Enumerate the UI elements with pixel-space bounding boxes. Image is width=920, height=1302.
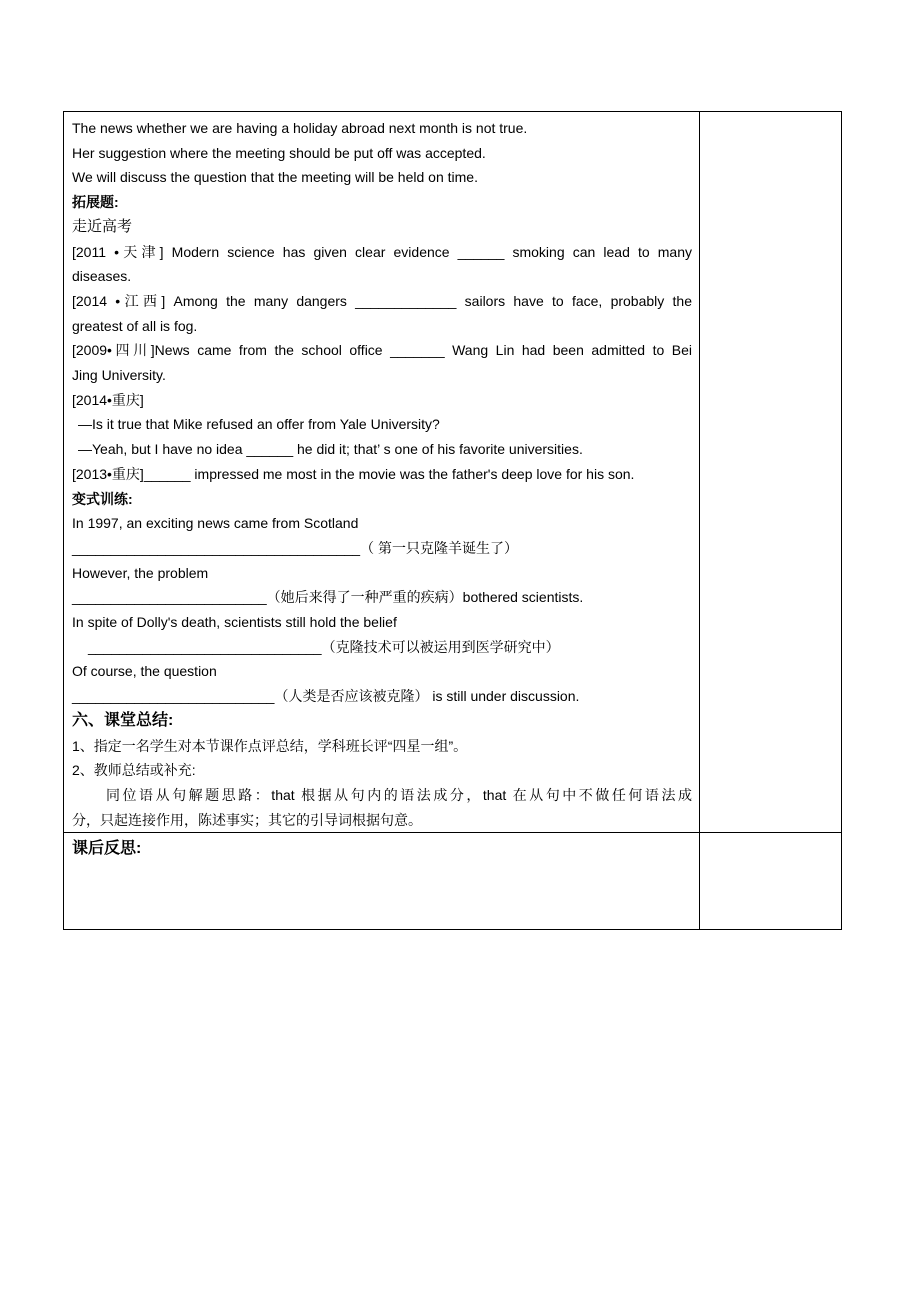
question-4-dialog-2: —Yeah, but I have no idea ______ he did it; that’ s one of his favorite universities. bbox=[78, 441, 583, 458]
variation-2-blank: _________________________（她后来得了一种严重的疾病）bothered scientists. bbox=[72, 589, 584, 606]
summary-item-2: 2、教师总结或补充: bbox=[72, 762, 196, 779]
variation-2-prompt: However, the problem bbox=[72, 564, 209, 581]
question-1-line-2: diseases. bbox=[72, 268, 132, 285]
variation-heading: 变式训练: bbox=[72, 490, 133, 507]
variation-3-blank: ______________________________（克隆技术可以被运用到医学研究中） bbox=[88, 638, 560, 655]
variation-1-prompt: In 1997, an exciting news came from Scotland bbox=[72, 515, 359, 532]
reflection-cell bbox=[64, 833, 700, 930]
variation-4-blank: __________________________（人类是否应该被克隆） is still under discussion. bbox=[72, 688, 580, 705]
content-cell bbox=[64, 112, 700, 833]
reflection-notes-cell bbox=[700, 833, 842, 930]
sentence-2: Her suggestion where the meeting should be put off was accepted. bbox=[72, 144, 486, 161]
notes-cell bbox=[700, 112, 842, 833]
variation-4-prompt: Of course, the question bbox=[72, 663, 217, 680]
question-4-source: [2014•重庆] bbox=[72, 391, 144, 408]
question-3-line-1: [2009•四川]News came from the school office _______ Wang Lin had been admitted to Bei bbox=[72, 342, 692, 359]
gaokao-heading: 走近高考 bbox=[72, 218, 133, 235]
summary-item-3-line-2: 分，只起连接作用，陈述事实；其它的引导词根据句意。 bbox=[72, 811, 422, 828]
sentence-1: The news whether we are having a holiday abroad next month is not true. bbox=[72, 120, 528, 136]
question-3-line-2: Jing University. bbox=[72, 367, 166, 384]
question-4-dialog-1: —Is it true that Mike refused an offer from Yale University? bbox=[78, 416, 440, 433]
reflection-heading: 课后反思: bbox=[72, 840, 142, 858]
summary-heading: 六、课堂总结: bbox=[72, 711, 174, 729]
sentence-3: We will discuss the question that the meeting will be held on time. bbox=[72, 169, 478, 186]
variation-1-blank: _____________________________________（ 第一只克隆羊诞生了） bbox=[72, 539, 518, 556]
question-2-line-1: [2014 •江西] Among the many dangers _____________ sailors have to face, probably the bbox=[72, 292, 692, 309]
question-5: [2013•重庆]______ impressed me most in the movie was the father's deep love for his son. bbox=[72, 465, 635, 482]
summary-item-3-line-1: 同位语从句解题思路：that 根据从句内的语法成分，that 在从句中不做任何语法成 bbox=[106, 786, 692, 803]
lesson-table bbox=[63, 111, 842, 930]
question-2-line-2: greatest of all is fog. bbox=[72, 317, 198, 334]
question-1-line-1: [2011 •天津] Modern science has given clear evidence ______ smoking can lead to many bbox=[72, 243, 692, 260]
variation-3-prompt: In spite of Dolly's death, scientists still hold the belief bbox=[72, 614, 397, 631]
summary-item-1: 1、指定一名学生对本节课作点评总结，学科班长评“四星一组”。 bbox=[72, 737, 468, 754]
extension-heading: 拓展题: bbox=[72, 194, 119, 211]
